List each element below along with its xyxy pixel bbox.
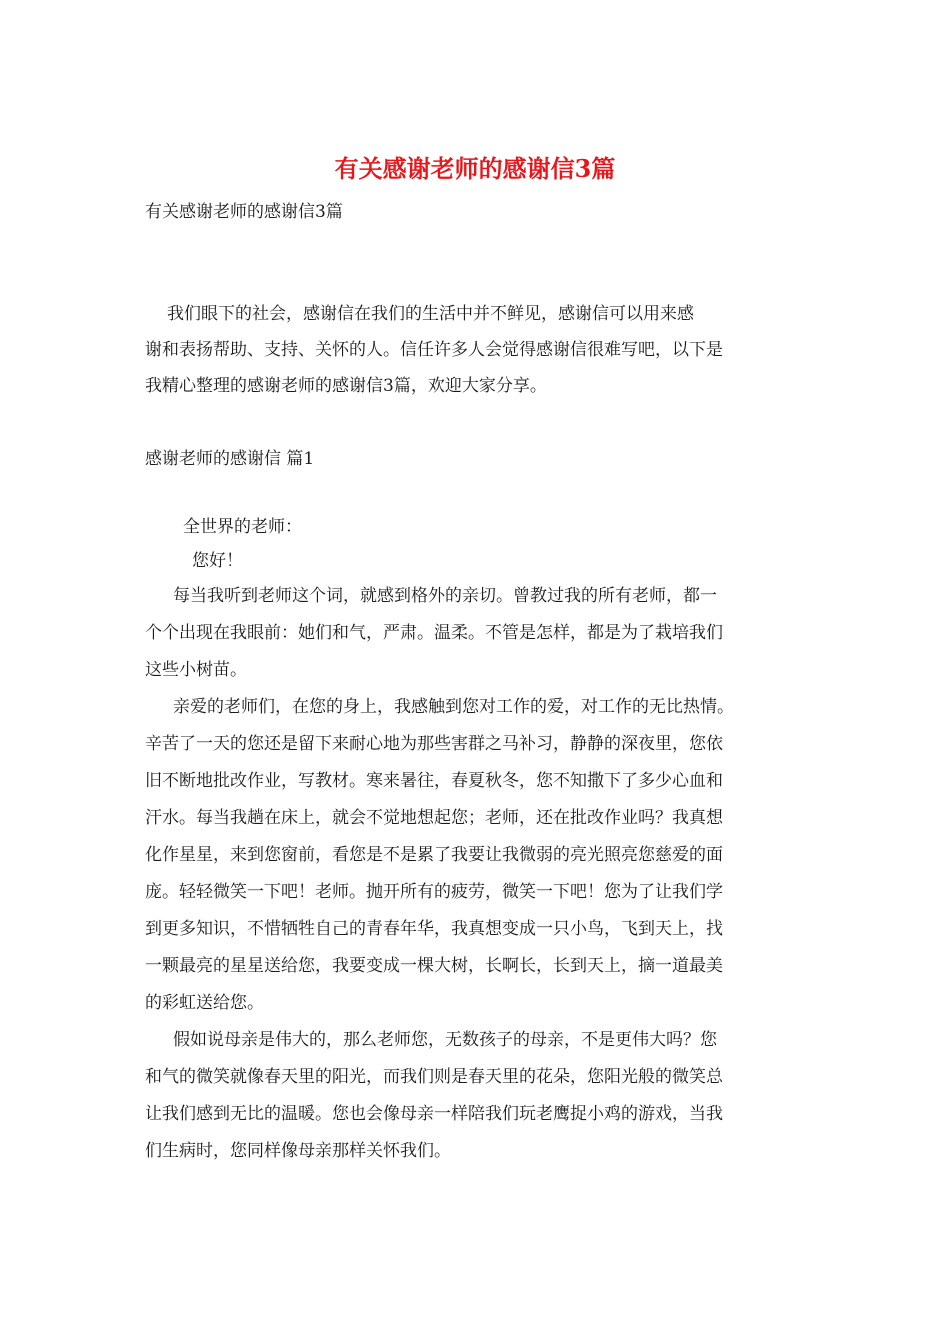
body-line: 庞。轻轻微笑一下吧！老师。抛开所有的疲劳，微笑一下吧！您为了让我们学	[145, 882, 723, 902]
body-line: 个个出现在我眼前：她们和气，严肃。温柔。不管是怎样，都是为了栽培我们	[145, 623, 723, 643]
letter-body	[145, 578, 810, 1170]
body-line: 们生病时，您同样像母亲那样关怀我们。	[145, 1141, 451, 1161]
body-line: 旧不断地批改作业，写教材。寒来暑往，春夏秋冬，您不知撒下了多少心血和	[145, 771, 723, 791]
intro-line: 我们眼下的社会，感谢信在我们的生活中并不鲜见，感谢信可以用来感	[167, 304, 694, 324]
intro-paragraph	[145, 296, 810, 404]
body-line: 让我们感到无比的温暖。您也会像母亲一样陪我们玩老鹰捉小鸡的游戏，当我	[145, 1104, 723, 1124]
body-line: 这些小树苗。	[145, 660, 247, 680]
letter-salutation: 全世界的老师：	[183, 517, 302, 537]
document-subtitle: 有关感谢老师的感谢信3篇	[145, 202, 343, 222]
body-line: 化作星星，来到您窗前，看您是不是累了我要让我微弱的亮光照亮您慈爱的面	[145, 845, 723, 865]
body-line: 到更多知识，不惜牺牲自己的青春年华，我真想变成一只小鸟，飞到天上，找	[145, 919, 723, 939]
section-heading: 感谢老师的感谢信 篇1	[145, 449, 315, 469]
letter-greeting: 您好！	[192, 551, 243, 571]
body-line: 辛苦了一天的您还是留下来耐心地为那些害群之马补习，静静的深夜里，您依	[145, 734, 723, 754]
body-line: 假如说母亲是伟大的，那么老师您，无数孩子的母亲，不是更伟大吗？您	[173, 1030, 717, 1050]
body-line: 和气的微笑就像春天里的阳光，而我们则是春天里的花朵，您阳光般的微笑总	[145, 1067, 723, 1087]
body-line: 的彩虹送给您。	[145, 993, 264, 1013]
body-line: 汗水。每当我趟在床上，就会不觉地想起您；老师，还在批改作业吗？我真想	[145, 808, 723, 828]
body-line: 亲爱的老师们，在您的身上，我感触到您对工作的爱，对工作的无比热情。	[173, 697, 734, 717]
intro-line: 谢和表扬帮助、支持、关怀的人。信任许多人会觉得感谢信很难写吧，以下是	[145, 340, 723, 360]
intro-line: 我精心整理的感谢老师的感谢信3篇，欢迎大家分享。	[145, 376, 547, 396]
document-title: 有关感谢老师的感谢信3篇	[334, 154, 616, 183]
body-line: 每当我听到老师这个词，就感到格外的亲切。曾教过我的所有老师，都一	[173, 586, 717, 606]
body-line: 一颗最亮的星星送给您，我要变成一棵大树，长啊长，长到天上，摘一道最美	[145, 956, 723, 976]
